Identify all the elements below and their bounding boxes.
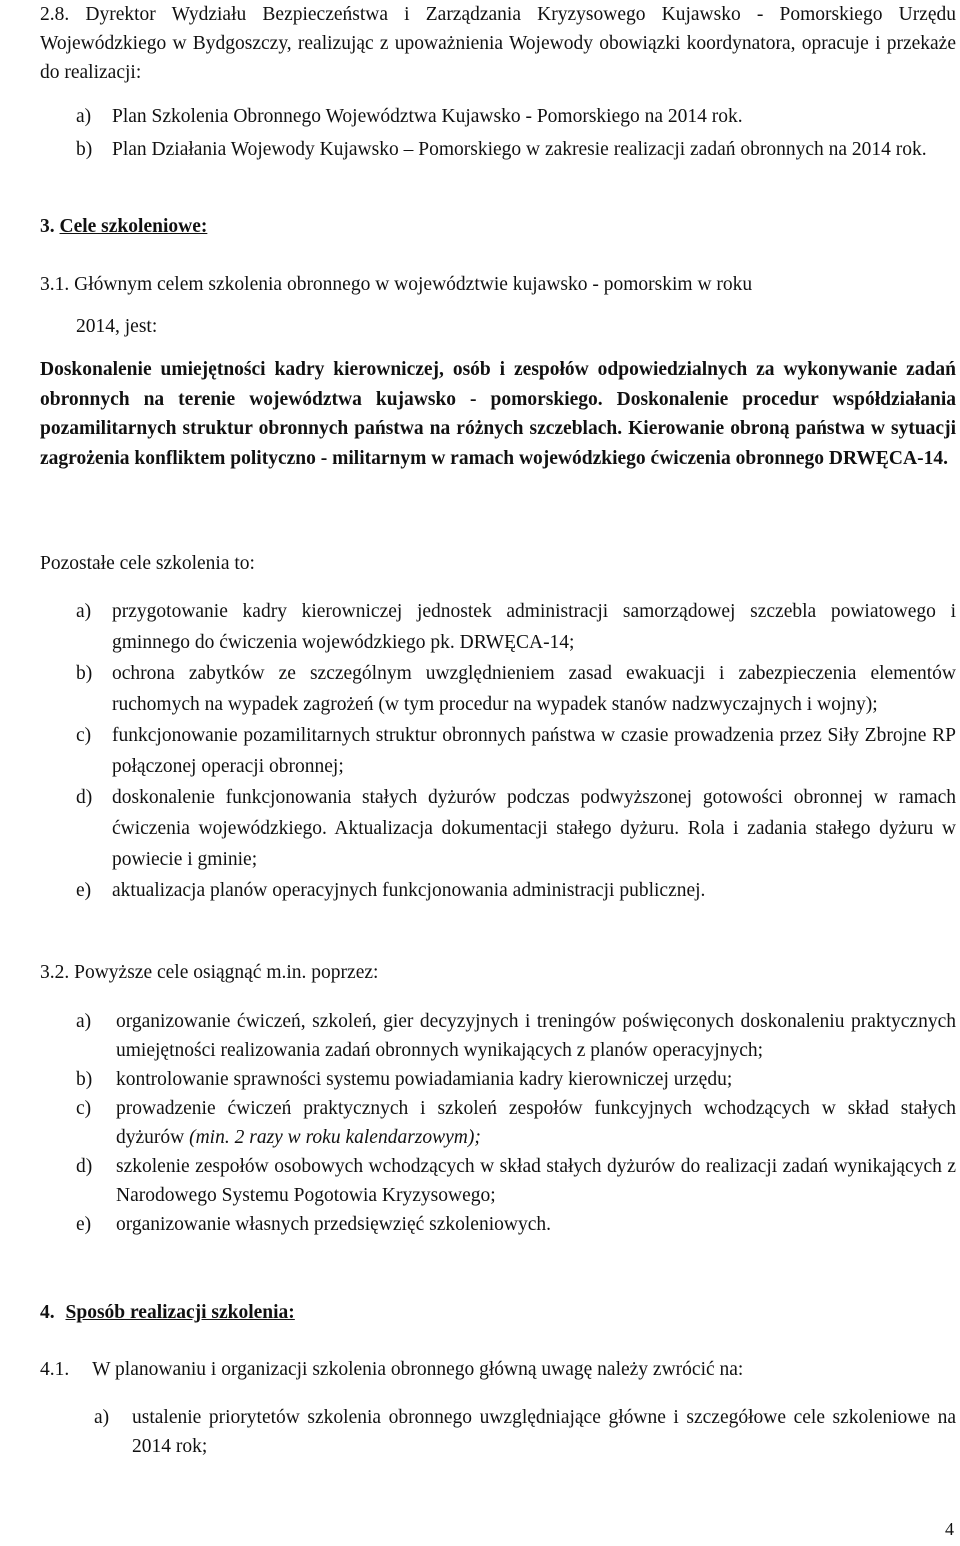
other-goals-heading: Pozostałe cele szkolenia to: xyxy=(40,553,255,574)
list-item-label: e) xyxy=(76,1214,92,1235)
section-number: 3. xyxy=(40,216,55,237)
section-4-1-intro xyxy=(40,1355,956,1384)
section-number: 4.1. xyxy=(40,1359,70,1380)
list-item-text: szkolenie zespołów osobowych wchodzących w skład stałych dyżurów do realizacji zadań wynikających z Narodowego Systemu Pogotowia Kryzysowego; xyxy=(116,1156,956,1206)
list-item-label: c) xyxy=(76,1098,92,1119)
list-item-text: Plan Działania Wojewody Kujawsko – Pomorskiego w zakresie realizacji zadań obronnych na 2014 rok. xyxy=(112,139,927,160)
list-item-label: b) xyxy=(76,139,93,160)
list-item-label: d) xyxy=(76,1156,93,1177)
list-item xyxy=(76,1210,956,1239)
section-3-1-intro-continued: 2014, jest: xyxy=(76,316,158,337)
list-item-text: prowadzenie ćwiczeń praktycznych i szkoleń zespołów funkcyjnych wchodzących w skład stałych dyżurów xyxy=(116,1098,956,1148)
list-item-text: kontrolowanie sprawności systemu powiadamiania kadry kierowniczej urzędu; xyxy=(116,1069,733,1090)
other-goals-list xyxy=(76,596,956,906)
list-item-label: c) xyxy=(76,725,92,746)
list-item xyxy=(76,135,956,164)
list-item-label: a) xyxy=(76,106,92,127)
list-item-text: aktualizacja planów operacyjnych funkcjonowania administracji publicznej. xyxy=(112,880,706,901)
list-item-label: a) xyxy=(94,1407,110,1428)
list-item-label: d) xyxy=(76,787,93,808)
list-item-label: a) xyxy=(76,1011,92,1032)
section-title: Cele szkoleniowe: xyxy=(59,216,208,237)
list-item xyxy=(76,658,956,720)
list-item xyxy=(76,720,956,782)
page-number: 4 xyxy=(945,1519,954,1539)
list-item xyxy=(76,596,956,658)
list-item-text: funkcjonowanie pozamilitarnych struktur obronnych państwa w czasie prowadzenia przez Siły Zbrojne RP połączonej operacji obronnej; xyxy=(112,725,956,777)
list-item-text: Plan Szkolenia Obronnego Województwa Kujawsko - Pomorskiego na 2014 rok. xyxy=(112,106,743,127)
list-item xyxy=(76,1007,956,1065)
section-2-8-paragraph: 2.8. Dyrektor Wydziału Bezpieczeństwa i Zarządzania Kryzysowego Kujawsko - Pomorskiego Urzędu Wojewódzkiego w Bydgoszczy, realizując z upoważnienia Wojewody obowiązki koordynatora, opracuje i przekaże do realizacji: xyxy=(40,4,956,83)
section-2-8-list xyxy=(76,102,956,164)
list-item-text: organizowanie własnych przedsięwzięć szkoleniowych. xyxy=(116,1214,551,1235)
list-item-text: ochrona zabytków ze szczególnym uwzględnieniem zasad ewakuacji i zabezpieczenia elementów ruchomych na wypadek zagrożeń (w tym procedur na wypadek stanów nadzwyczajnych i wojny); xyxy=(112,663,956,715)
main-goal-text: Doskonalenie umiejętności kadry kierowniczej, osób i zespołów odpowiedzialnych za wykonywanie zadań obronnych na terenie województwa kujawsko - pomorskiego. Doskonalenie procedur współdziałania pozamilitarnych struktur obronnych państwa na różnych szczeblach. Kierowanie obroną państwa w sytuacji zagrożenia konfliktem polityczno - militarnym w ramach wojewódzkiego ćwiczenia obronnego DRWĘCA-14. xyxy=(40,359,956,469)
list-item-label: b) xyxy=(76,663,93,684)
list-item xyxy=(76,102,956,131)
list-item xyxy=(76,1152,956,1210)
list-item xyxy=(76,1094,956,1152)
list-item-text: organizowanie ćwiczeń, szkoleń, gier decyzyjnych i treningów poświęconych doskonaleniu praktycznych umiejętności realizowania zadań obronnych wynikających z planów operacyjnych; xyxy=(116,1011,956,1061)
section-3-1-intro: 3.1. Głównym celem szkolenia obronnego w województwie kujawsko - pomorskim w roku xyxy=(40,274,753,295)
list-item-italic-note: (min. 2 razy w roku kalendarzowym); xyxy=(189,1127,481,1148)
section-4-1-text: W planowaniu i organizacji szkolenia obronnego główną uwagę należy zwrócić na: xyxy=(92,1359,744,1380)
list-item-text: przygotowanie kadry kierowniczej jednostek administracji samorządowej szczebla powiatowego i gminnego do ćwiczenia wojewódzkiego pk. DRWĘCA-14; xyxy=(112,601,956,653)
list-item xyxy=(76,875,956,906)
list-item-text: ustalenie priorytetów szkolenia obronnego uwzględniające główne i szczegółowe cele szkoleniowe na 2014 rok; xyxy=(132,1407,956,1457)
section-3-2-intro: 3.2. Powyższe cele osiągnąć m.in. poprzez: xyxy=(40,962,379,983)
section-4-1-list xyxy=(94,1403,956,1461)
list-item-text: doskonalenie funkcjonowania stałych dyżurów podczas podwyższonej gotowości obronnej w ramach ćwiczenia wojewódzkiego. Aktualizacja dokumentacji stałego dyżuru. Rola i zadania stałego dyżuru w powiecie i gminie; xyxy=(112,787,956,870)
list-item-label: e) xyxy=(76,880,92,901)
list-item xyxy=(94,1403,956,1461)
list-item-label: a) xyxy=(76,601,92,622)
section-number: 4. xyxy=(40,1302,55,1323)
section-3-heading xyxy=(40,212,956,241)
list-item-label: b) xyxy=(76,1069,93,1090)
section-3-2-list xyxy=(76,1007,956,1239)
section-title: Sposób realizacji szkolenia: xyxy=(65,1302,295,1323)
section-4-heading xyxy=(40,1298,956,1327)
list-item xyxy=(76,782,956,875)
list-item xyxy=(76,1065,956,1094)
